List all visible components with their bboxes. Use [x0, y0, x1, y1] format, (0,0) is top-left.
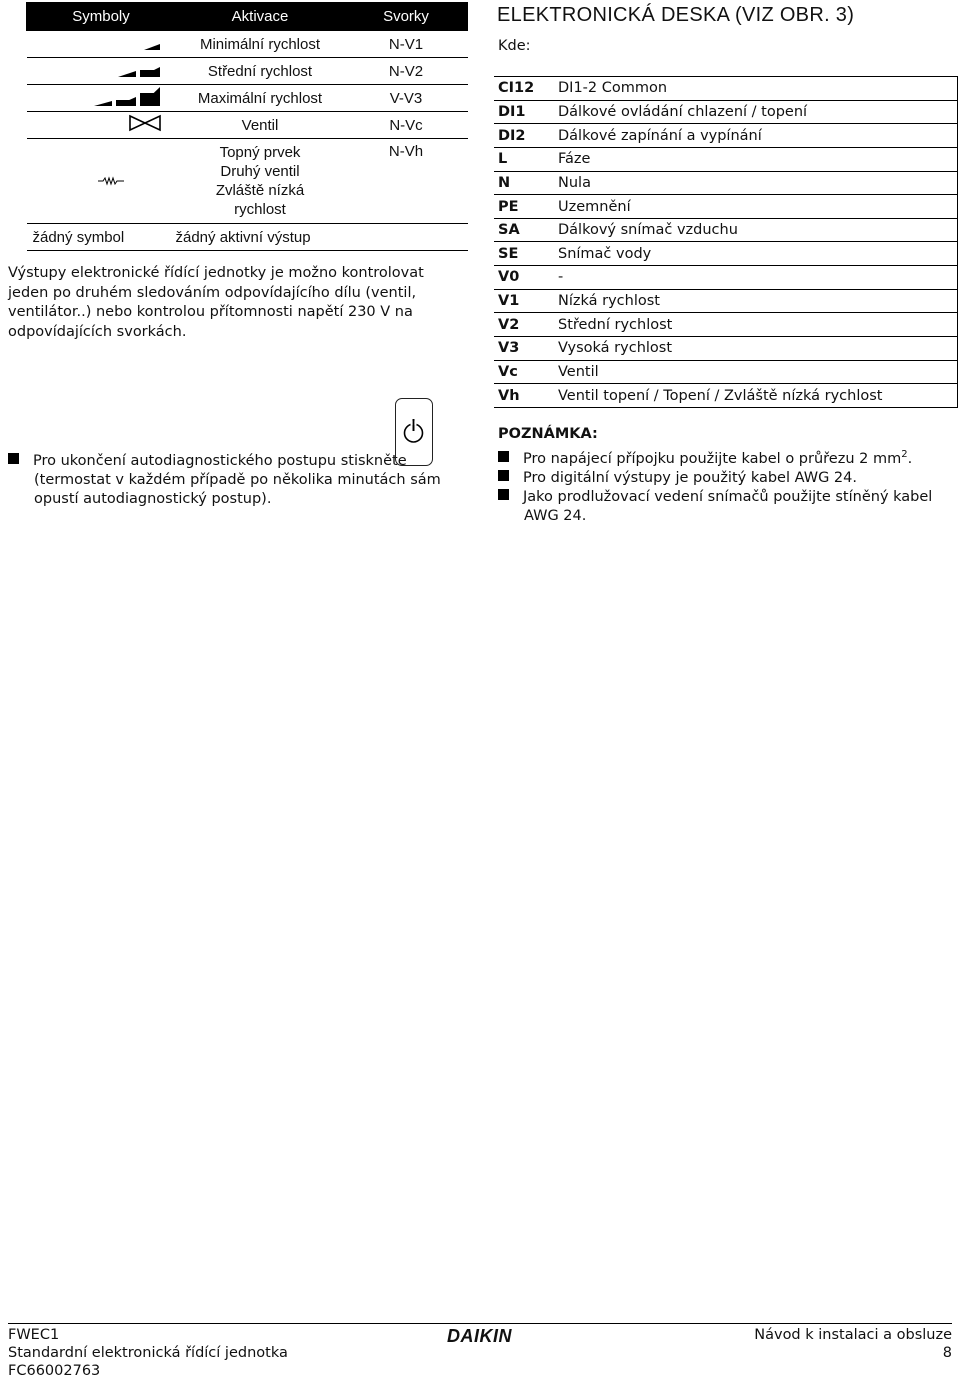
header-activation: Aktivace: [176, 3, 345, 31]
bullet-square-icon: [498, 470, 509, 481]
symbols-table: [26, 2, 468, 251]
terminal-code: Vc: [494, 360, 554, 384]
terminal-description: Dálkový snímač vzduchu: [554, 218, 958, 242]
table-row: [494, 266, 958, 290]
bullet-text: Pro ukončení autodiagnostického postupu stiskněte: [33, 453, 407, 469]
table-row: [27, 139, 468, 224]
table-row: [494, 242, 958, 266]
superscript: 2: [901, 449, 908, 460]
terminal-code: DI1: [494, 100, 554, 124]
table-row: [494, 195, 958, 219]
table-row: [27, 112, 468, 139]
note-title: POZNÁMKA:: [498, 426, 598, 442]
bullet-square-icon: [498, 451, 509, 462]
terminal-code: V1: [494, 289, 554, 313]
terminal-label: N-V2: [345, 58, 468, 85]
activation-label: Střední rychlost: [176, 58, 345, 85]
speed-1-icon: [102, 32, 162, 52]
terminal-code: DI2: [494, 124, 554, 148]
terminal-description: Fáze: [554, 147, 958, 171]
notes-list: [498, 445, 938, 526]
terminal-code: N: [494, 171, 554, 195]
section-heading: ELEKTRONICKÁ DESKA (VIZ OBR. 3): [497, 4, 855, 26]
footer-code: FC66002763: [8, 1363, 101, 1379]
power-button-icon: [395, 398, 433, 466]
activation-label: Maximální rychlost: [176, 85, 345, 112]
terminal-description: Dálkové ovládání chlazení / topení: [554, 100, 958, 124]
where-label: Kde:: [498, 38, 531, 54]
table-row: [494, 360, 958, 384]
activation-label: Minimální rychlost: [176, 31, 345, 58]
note-text: Jako prodlužovací vedení snímačů použijte stíněný kabel: [523, 488, 933, 505]
footer-manual: Návod k instalaci a obsluze: [754, 1327, 952, 1343]
table-row: [494, 384, 958, 408]
list-item: [498, 445, 938, 469]
bullet-text: (termostat v každém případě po několika minutách sám: [34, 472, 441, 488]
terminal-code: L: [494, 147, 554, 171]
activation-line: Druhý ventil: [220, 163, 300, 180]
terminal-description: Nízká rychlost: [554, 289, 958, 313]
terminal-label: N-Vh: [345, 139, 468, 224]
activation-label: Ventil: [176, 112, 345, 139]
table-row: [27, 224, 468, 251]
table-row: [494, 218, 958, 242]
table-row: [494, 147, 958, 171]
header-symbols: Symboly: [27, 3, 176, 31]
footer-model: FWEC1: [8, 1327, 60, 1343]
note-text: AWG 24.: [524, 507, 587, 524]
exit-diagnostic-bullet: [8, 452, 448, 509]
table-row: [494, 337, 958, 361]
table-row: [27, 85, 468, 112]
terminal-code: Vh: [494, 384, 554, 408]
no-output-label: žádný aktivní výstup: [176, 224, 468, 251]
terminal-description: Střední rychlost: [554, 313, 958, 337]
speed-2-icon: [102, 59, 162, 79]
terminal-code: PE: [494, 195, 554, 219]
bullet-text: opustí autodiagnostický postup).: [34, 491, 272, 507]
outputs-paragraph: Výstupy elektronické řídící jednotky je možno kontrolovat jeden po druhém sledováním odpovídajícího dílu (ventil, ventilátor..) nebo kontrolou přítomnosti napětí 230 V na odpovídajících svorkách.: [8, 265, 424, 340]
table-row: [494, 313, 958, 337]
terminals-table: [494, 76, 958, 408]
terminal-description: Ventil topení / Topení / Zvláště nízká rychlost: [554, 384, 958, 408]
terminal-code: SA: [494, 218, 554, 242]
footer-unit: Standardní elektronická řídící jednotka: [8, 1345, 288, 1361]
speed-3-icon: [90, 85, 162, 107]
terminal-code: SE: [494, 242, 554, 266]
terminal-description: Vysoká rychlost: [554, 337, 958, 361]
list-item: [498, 469, 938, 488]
terminal-description: Uzemnění: [554, 195, 958, 219]
terminal-description: Snímač vody: [554, 242, 958, 266]
activation-line: Topný prvek: [219, 144, 301, 161]
terminal-label: N-V1: [345, 31, 468, 58]
terminal-description: -: [554, 266, 958, 290]
table-row: [494, 171, 958, 195]
terminal-code: V3: [494, 337, 554, 361]
terminal-description: Nula: [554, 171, 958, 195]
heater-icon: [98, 176, 124, 186]
terminal-description: DI1-2 Common: [554, 77, 958, 101]
note-text: Pro digitální výstupy je použitý kabel AWG 24.: [523, 469, 857, 486]
terminal-description: Dálkové zapínání a vypínání: [554, 124, 958, 148]
terminal-label: V-V3: [345, 85, 468, 112]
header-terminals: Svorky: [345, 3, 468, 31]
bullet-square-icon: [8, 453, 19, 464]
list-item: [498, 488, 938, 507]
activation-line: rychlost: [234, 201, 286, 218]
table-row: [27, 31, 468, 58]
table-row: [494, 289, 958, 313]
footer-page-number: 8: [942, 1345, 952, 1361]
valve-icon: [128, 114, 162, 132]
daikin-logo: DAIKIN: [447, 1326, 512, 1346]
terminal-description: Ventil: [554, 360, 958, 384]
table-row: [494, 77, 958, 101]
activation-line: Zvláště nízká: [215, 182, 305, 199]
note-text: Pro napájecí přípojku použijte kabel o průřezu 2 mm: [523, 450, 902, 467]
table-row: [494, 124, 958, 148]
note-text: .: [907, 450, 913, 467]
table-row: [494, 100, 958, 124]
bullet-square-icon: [498, 489, 509, 500]
table-row: [27, 58, 468, 85]
terminal-label: N-Vc: [345, 112, 468, 139]
terminal-code: V0: [494, 266, 554, 290]
terminal-code: CI12: [494, 77, 554, 101]
terminal-code: V2: [494, 313, 554, 337]
no-symbol-label: žádný symbol: [27, 224, 176, 251]
footer-divider: [8, 1323, 952, 1324]
